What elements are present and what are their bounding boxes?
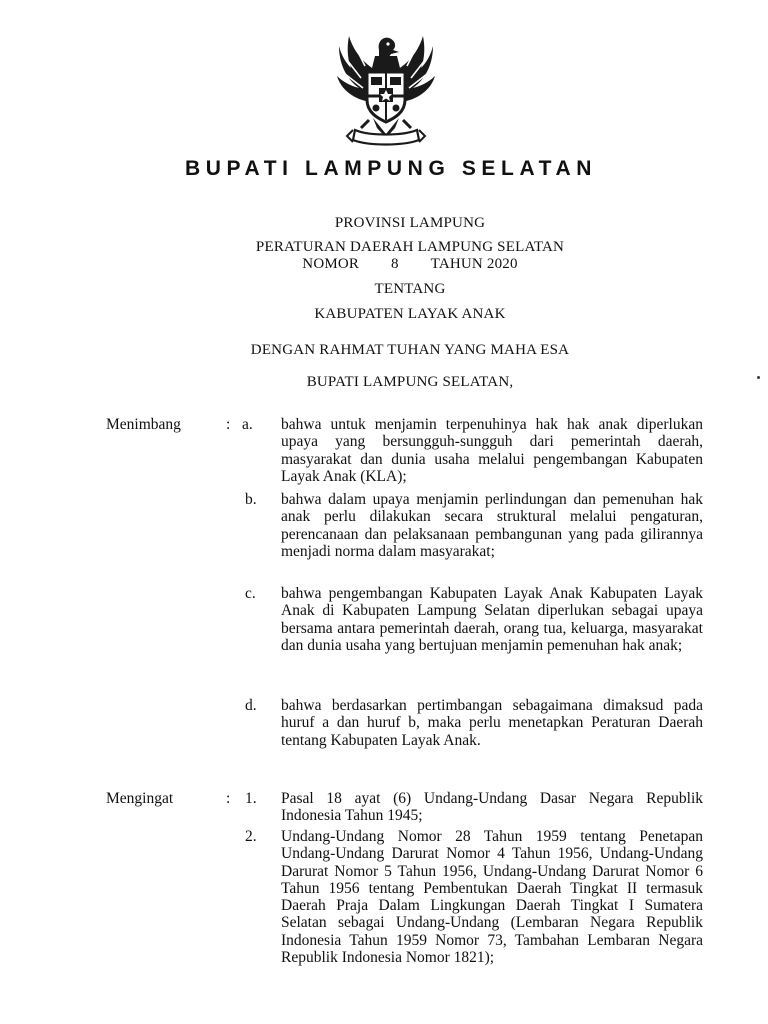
menimbang-label: Menimbang — [106, 416, 181, 433]
mengingat-item-1-text: Pasal 18 ayat (6) Undang-Undang Dasar Negara Republik Indonesia Tahun 1945; — [281, 790, 703, 825]
menimbang-colon: : — [226, 416, 231, 433]
garuda-emblem-icon — [325, 22, 447, 148]
mengingat-label: Mengingat — [106, 790, 174, 807]
menimbang-item-d-marker: d. — [245, 697, 257, 714]
nomor-value: 8 — [391, 256, 399, 272]
tahun-label: TAHUN 2020 — [430, 256, 518, 272]
tentang-line: TENTANG — [374, 281, 446, 297]
menimbang-item-b-text: bahwa dalam upaya menjamin perlindungan dan pemenuhan hak anak perlu dilakukan secara struktural melalui pengaturan, perencanaan dan pelaksanaan pembangunan yang pada gilirannya menjadi norma dalam masyarakat; — [281, 491, 703, 560]
mengingat-item-2-text: Undang-Undang Nomor 28 Tahun 1959 tentang Penetapan Undang-Undang Darurat Nomor 4 Tahun 1956, Undang-Undang Darurat Nomor 5 Tahun 1956, Undang-Undang Darurat Nomor 6 Tahun 1956 tentang Pembentukan Daerah Tingkat II termasuk Daerah Praja Dalam Lingkungan Daerah Tingkat I Sumatera Selatan sebagai Undang-Undang (Lembaran Negara Republik Indonesia Tahun 1959 Nomor 73, Tambahan Lembaran Negara Republik Indonesia Nomor 1821); — [281, 828, 703, 967]
menimbang-item-a-text: bahwa untuk menjamin terpenuhinya hak hak anak diperlukan upaya yang bersungguh-sungguh dari pemerintah daerah, masyarakat dan dunia usaha melalui pengembangan Kabupaten Layak Anak (KLA); — [281, 416, 703, 485]
menimbang-item-c-text: bahwa pengembangan Kabupaten Layak Anak Kabupaten Layak Anak di Kabupaten Lampung Selatan diperlukan sebagai upaya bersama antara pemerintah daerah, orang tua, keluarga, masyarakat dan dunia usaha yang bertujuan menjamin pemenuhan hak anak; — [281, 585, 703, 654]
menimbang-item-d-text: bahwa berdasarkan pertimbangan sebagaimana dimaksud pada huruf a dan huruf b, maka perlu menetapkan Peraturan Daerah tentang Kabupaten Layak Anak. — [281, 697, 703, 749]
menimbang-item-b-marker: b. — [245, 491, 257, 508]
mengingat-item-2-marker: 2. — [245, 828, 257, 845]
nomor-line — [0, 255, 768, 273]
document-title: BUPATI LAMPUNG SELATAN — [184, 157, 598, 180]
scan-speck — [757, 376, 760, 379]
issuer-line: BUPATI LAMPUNG SELATAN, — [306, 374, 514, 390]
province-line: PROVINSI LAMPUNG — [334, 215, 486, 231]
menimbang-item-c-marker: c. — [245, 585, 256, 602]
mengingat-item-1-marker: 1. — [245, 790, 257, 807]
blessing-line: DENGAN RAHMAT TUHAN YANG MAHA ESA — [250, 342, 570, 358]
nomor-label: NOMOR — [302, 256, 360, 272]
mengingat-colon: : — [226, 790, 231, 807]
regulation-line: PERATURAN DAERAH LAMPUNG SELATAN — [255, 239, 565, 255]
menimbang-item-a-marker: a. — [242, 416, 253, 433]
subject-line: KABUPATEN LAYAK ANAK — [314, 306, 506, 322]
